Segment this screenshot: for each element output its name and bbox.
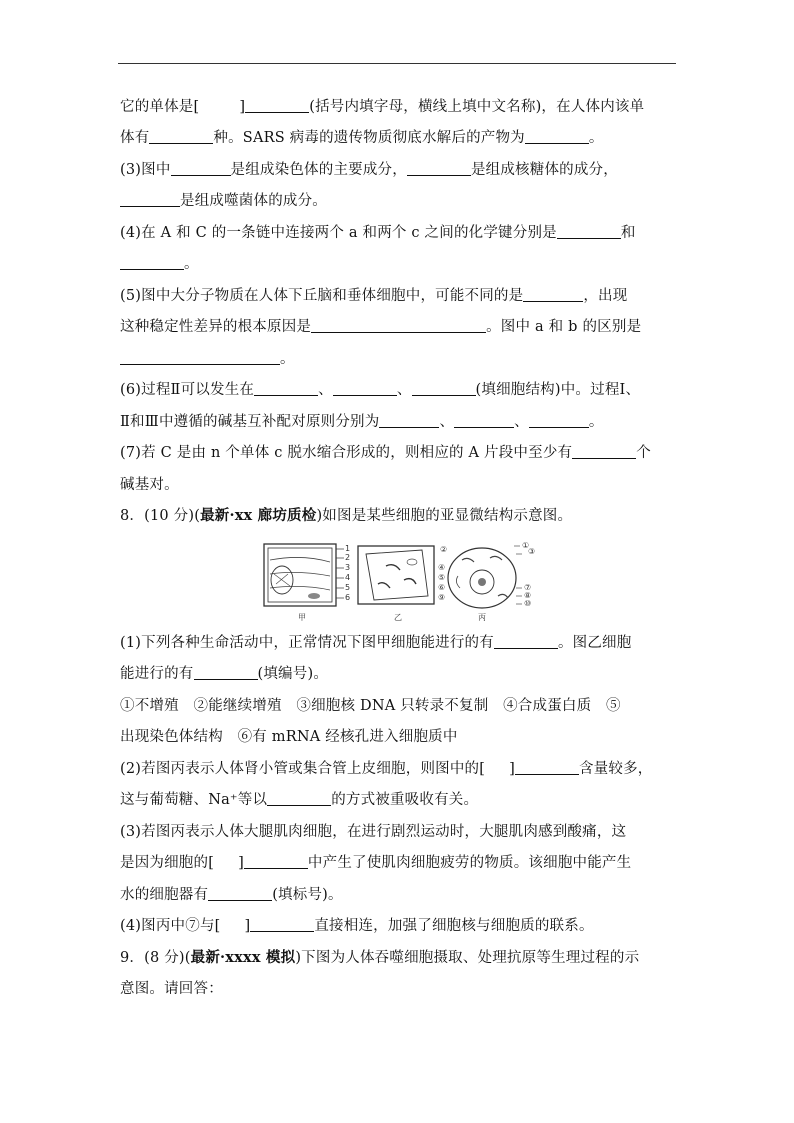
- text-line-3: (3)图中 是组成染色体的主要成分， 是组成核糖体的成分，: [120, 162, 618, 178]
- answer-blank[interactable]: [267, 791, 331, 806]
- answer-blank[interactable]: [208, 886, 272, 901]
- header-rule: [118, 63, 676, 64]
- answer-blank[interactable]: [529, 413, 589, 428]
- answer-blank[interactable]: [525, 129, 589, 144]
- question-9-heading: 9．(8 分)(最新·xxxx 模拟)下图为人体吞噬细胞摄取、处理抗原等生理过程的示: [120, 949, 640, 966]
- figure-label: 1: [345, 544, 351, 553]
- text-line-6: 。: [120, 254, 199, 274]
- answer-blank[interactable]: [454, 413, 514, 428]
- figure-caption: 乙: [394, 613, 402, 622]
- figure-label: ⑥: [438, 583, 446, 592]
- text-line-11: Ⅱ和Ⅲ中遵循的碱基互补配对原则分别为 、 、 。: [120, 414, 604, 430]
- figure-label: ⑤: [438, 573, 446, 582]
- text-line-7: (5)图中大分子物质在人体下丘脑和垂体细胞中，可能不同的是 ，出现: [120, 288, 628, 304]
- figure-label: ③: [528, 547, 536, 556]
- figure-label: 5: [345, 583, 351, 592]
- text-line-13: 碱基对。: [120, 477, 179, 493]
- figure-label: ④: [438, 563, 446, 572]
- answer-blank[interactable]: [412, 381, 476, 396]
- cell-diagram: [262, 540, 542, 624]
- figure-label: ②: [440, 545, 448, 554]
- text-line-15: (1)下列各种生命活动中，正常情况下图甲细胞能进行的有 。图乙细胞: [120, 635, 632, 651]
- text-line-2: 体有 种。SARS 病毒的遗传物质彻底水解后的产物为 。: [120, 130, 604, 146]
- question-source: 最新·xx 廊坊质检: [200, 507, 317, 524]
- figure-label: ⑨: [438, 593, 446, 602]
- figure-caption: 丙: [478, 613, 486, 622]
- text-line-22: 是因为细胞的[ ] 中产生了使肌肉细胞疲劳的物质。该细胞中能产生: [120, 855, 632, 871]
- text-line-8: 这种稳定性差异的根本原因是 。图中 a 和 b 的区别是: [120, 319, 642, 335]
- figure-caption: 甲: [298, 613, 306, 622]
- question-8-heading: 8．(10 分)(最新·xx 廊坊质检)如图是某些细胞的亚显微结构示意图。: [120, 507, 573, 524]
- answer-blank[interactable]: [379, 413, 439, 428]
- answer-blank[interactable]: [244, 854, 308, 869]
- figure-label: ⑧: [524, 591, 532, 600]
- cell-jia: [264, 544, 350, 622]
- text-line-19: (2)若图丙表示人体肾小管或集合管上皮细胞，则图中的[ ] 含量较多，: [120, 761, 653, 777]
- answer-blank[interactable]: [120, 255, 184, 270]
- text-line-10: (6)过程Ⅱ可以发生在 、 、 (填细胞结构)中。过程Ⅰ、: [120, 382, 641, 398]
- answer-blank[interactable]: [254, 381, 318, 396]
- text-line-21: (3)若图丙表示人体大腿肌肉细胞，在进行剧烈运动时，大腿肌肉感到酸痛，这: [120, 824, 627, 840]
- answer-blank[interactable]: [494, 634, 558, 649]
- text-line-5: (4)在 A 和 C 的一条链中连接两个 a 和两个 c 之间的化学键分别是 和: [120, 225, 636, 241]
- answer-blank[interactable]: [250, 917, 314, 932]
- answer-blank[interactable]: [311, 318, 486, 333]
- cell-yi: [358, 546, 434, 622]
- text-line-23: 水的细胞器有 (填标号)。: [120, 887, 343, 903]
- text-line-18: 出现染色体结构 ⑥有 mRNA 经核孔进入细胞质中: [120, 729, 458, 745]
- answer-blank[interactable]: [572, 444, 636, 459]
- text-line-16: 能进行的有 (填编号)。: [120, 666, 329, 682]
- answer-blank[interactable]: [515, 760, 579, 775]
- answer-blank[interactable]: [557, 224, 621, 239]
- text-line-12: (7)若 C 是由 n 个单体 c 脱水缩合形成的，则相应的 A 片段中至少有 个: [120, 445, 651, 461]
- text-line-9: 。: [120, 349, 295, 369]
- answer-blank[interactable]: [245, 98, 309, 113]
- answer-blank[interactable]: [407, 161, 471, 176]
- question-source: 最新·xxxx 模拟: [190, 949, 296, 966]
- text-line-17: ①不增殖 ②能继续增殖 ③细胞核 DNA 只转录不复制 ④合成蛋白质 ⑤: [120, 698, 621, 714]
- text-line-26: 意图。请回答：: [120, 981, 223, 997]
- text-line-1: 它的单体是[ ] (括号内填字母，横线上填中文名称)，在人体内该单: [120, 99, 645, 115]
- answer-blank[interactable]: [120, 350, 280, 365]
- figure-label: ①: [522, 541, 530, 550]
- text-line-20: 这与葡萄糖、Na⁺等以 的方式被重吸收有关。: [120, 792, 479, 808]
- answer-blank[interactable]: [171, 161, 231, 176]
- answer-blank[interactable]: [120, 192, 180, 207]
- answer-blank[interactable]: [333, 381, 397, 396]
- text-line-24: (4)图丙中⑦与[ ] 直接相连，加强了细胞核与细胞质的联系。: [120, 918, 594, 934]
- figure-label: 2: [345, 553, 351, 562]
- figure-label: ⑩: [524, 599, 532, 608]
- answer-blank[interactable]: [194, 665, 258, 680]
- answer-blank[interactable]: [149, 129, 213, 144]
- figure-label: 3: [345, 563, 351, 572]
- figure-label: 4: [345, 573, 351, 582]
- figure-label: ⑦: [524, 583, 532, 592]
- text-line-4: 是组成噬菌体的成分。: [120, 191, 327, 211]
- cell-bing: [438, 541, 535, 622]
- answer-blank[interactable]: [523, 287, 583, 302]
- figure-label: 6: [345, 593, 351, 602]
